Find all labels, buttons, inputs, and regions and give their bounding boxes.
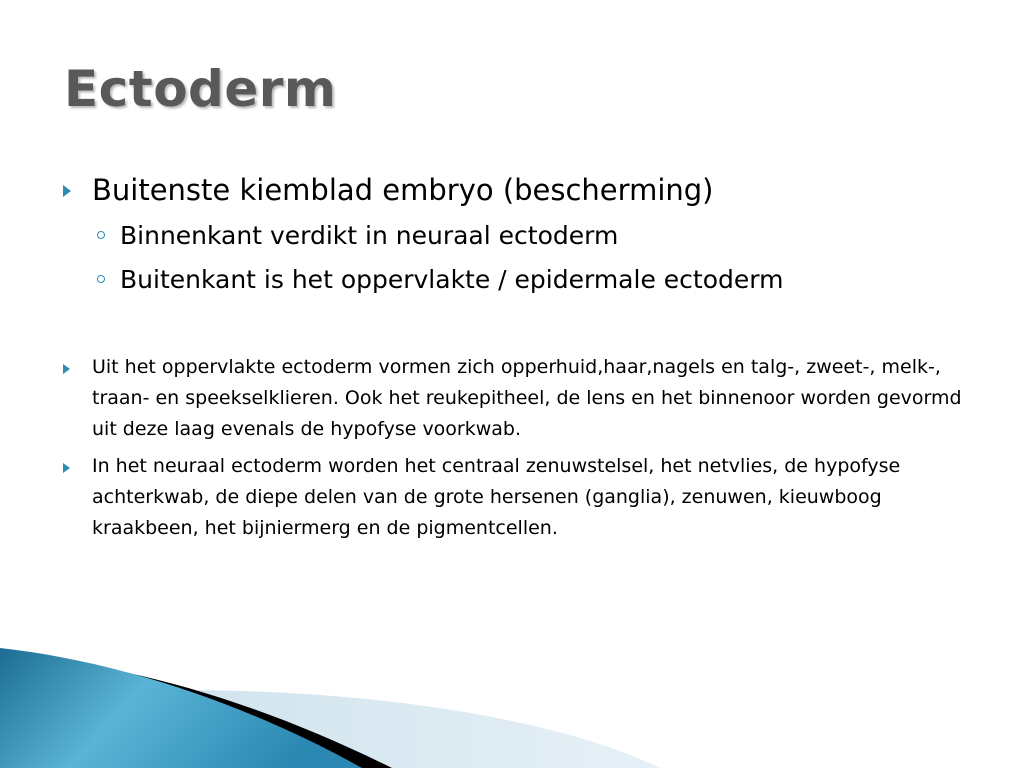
- main-bullet-text: Buitenste kiemblad embryo (bescherming): [92, 173, 714, 207]
- paragraph-text: In het neuraal ectoderm worden het centraal zenuwstelsel, het netvlies, de hypofyse achterkwab, de diepe delen van de grote hersenen (ganglia), zenuwen, kieuwboog kraakbeen, het bijniermerg en de pigmentcellen.: [92, 455, 901, 539]
- sub-bullet: [60, 214, 970, 258]
- ring-bullet-icon: [97, 231, 105, 239]
- triangle-bullet-icon: [63, 364, 70, 374]
- paragraph-bullet: [60, 451, 970, 544]
- sub-bullet-text: Buitenkant is het oppervlakte / epidermale ectoderm: [120, 265, 784, 294]
- sub-bullet: [60, 258, 970, 302]
- triangle-bullet-icon: [63, 185, 71, 197]
- paragraph-text: Uit het oppervlakte ectoderm vormen zich opperhuid,haar,nagels en talg-, zweet-, melk-, traan- en speekselklieren. Ook het reukepitheel, de lens en het binnenoor worden gevormd uit deze laag evenals de hypofyse voorkwab.: [92, 356, 962, 440]
- sub-bullet-text: Binnenkant verdikt in neuraal ectoderm: [120, 221, 619, 250]
- slide-title: Ectoderm: [64, 60, 337, 118]
- spacer: [60, 302, 970, 352]
- triangle-bullet-icon: [63, 463, 70, 473]
- ring-bullet-icon: [97, 275, 105, 283]
- paragraph-bullet: [60, 352, 970, 445]
- slide-content: [60, 166, 970, 550]
- main-bullet: [60, 166, 970, 214]
